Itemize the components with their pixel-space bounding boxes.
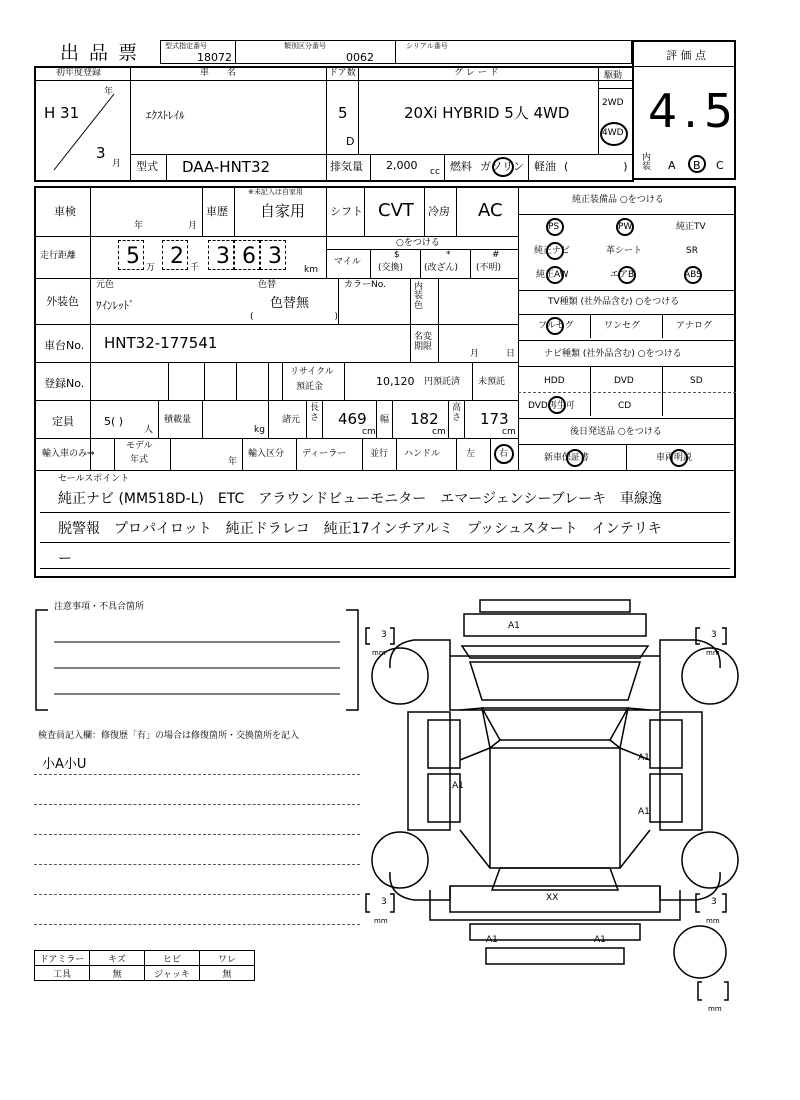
drive-4wd-mark xyxy=(600,122,628,146)
later-mark xyxy=(670,449,688,467)
tv-item: ワンセグ xyxy=(604,321,641,331)
type-number-value: 18072 xyxy=(197,51,232,64)
equipment-item: 純正AW xyxy=(536,270,569,280)
damage-mark: A1 xyxy=(594,935,606,945)
repaint-label: 色替 xyxy=(258,280,277,290)
damage-mark: A1 xyxy=(638,753,650,763)
table-cell: 工具 xyxy=(34,965,90,981)
tread-value: 3 xyxy=(381,897,387,907)
page-title: 出 品 票 xyxy=(60,42,140,64)
doors-suffix: D xyxy=(346,135,355,148)
history-note: ※未記入は自家用 xyxy=(248,188,303,196)
equipment-mark xyxy=(546,242,564,260)
exchange-label: (交換) xyxy=(378,263,404,273)
equipment-mark xyxy=(684,266,702,284)
model-value: DAA-HNT32 xyxy=(182,158,271,176)
fuel-other-paren: ( ) xyxy=(564,160,628,173)
drive-2wd: 2WD xyxy=(602,98,624,108)
fuel-diesel: 軽油 xyxy=(534,160,556,173)
registration-number-label: 登録No. xyxy=(44,377,85,390)
inspection-month: 月 xyxy=(188,221,198,231)
model-year-suffix: 年 xyxy=(228,457,238,467)
score-label: 評 価 点 xyxy=(666,49,706,62)
equipment-item: 純正ナビ xyxy=(534,246,571,256)
navi-item: HDD xyxy=(544,376,565,386)
original-color-label: 元色 xyxy=(96,280,115,290)
navi-title: ナビ種類 (社外品含む) ○をつける xyxy=(544,349,682,359)
class-number-cell xyxy=(236,40,396,64)
sales-point-label: セールスポイント xyxy=(58,474,130,484)
dims-label: 諸元 xyxy=(282,415,301,425)
table-header: ワレ xyxy=(199,950,255,966)
tread-unit: mm xyxy=(706,649,720,657)
repaint-paren: ( ) xyxy=(250,312,339,322)
recycle-label-2: 預託金 xyxy=(296,382,324,392)
navi-item: SD xyxy=(690,376,703,386)
name-change-label: 名変期限 xyxy=(414,332,433,353)
inspector-label: 検査員記入欄：修復歴「有」の場合は修復箇所・交換箇所を記入 xyxy=(38,731,300,741)
sales-point-line: ー xyxy=(58,551,72,567)
drive-label: 駆動 xyxy=(604,71,623,81)
tread-value: 3 xyxy=(711,897,717,907)
doors-label: ドア数 xyxy=(329,68,356,78)
tv-mark xyxy=(546,317,564,335)
tamper-label: (改ざん) xyxy=(424,263,459,273)
tread-value: 3 xyxy=(381,630,387,640)
navi-item: DVD再生可 xyxy=(528,401,575,411)
tread-unit: mm xyxy=(374,917,388,925)
history-label: 車歴 xyxy=(206,205,228,218)
equipment-item: 純正TV xyxy=(676,222,706,232)
exterior-color-label: 外装色 xyxy=(46,295,79,308)
drive-4wd: 4WD xyxy=(602,128,624,138)
capacity-value: 5( ) xyxy=(104,415,124,428)
first-registration-era: H 31 xyxy=(44,104,80,122)
length-value: 469 xyxy=(338,410,367,428)
tv-title: TV種類 (社外品含む) ○をつける xyxy=(548,297,680,307)
interior-b-mark xyxy=(688,155,706,173)
table-header: ドアミラー xyxy=(34,950,90,966)
recycle-label-1: リサイクル xyxy=(290,367,334,377)
mileage-mile: マイル xyxy=(334,257,361,267)
width-unit: cm xyxy=(432,427,446,437)
length-label: 長さ xyxy=(310,403,320,423)
mileage-digit: 6 xyxy=(242,244,256,269)
displacement-unit: cc xyxy=(430,167,440,177)
type-number-label: 型式指定番号 xyxy=(165,42,207,50)
height-label: 高さ xyxy=(452,403,462,423)
mileage-digit: 3 xyxy=(268,244,282,269)
inspection-year: 年 xyxy=(134,221,144,231)
table-header: キズ xyxy=(89,950,145,966)
equipment-grid xyxy=(518,214,734,286)
width-value: 182 xyxy=(410,410,439,428)
tv-item: アナログ xyxy=(676,321,713,331)
ac-label: 冷房 xyxy=(428,205,450,218)
handle-right: 右 xyxy=(499,449,509,459)
damage-mark: XX xyxy=(546,893,559,903)
inspection-label: 車検 xyxy=(54,205,76,218)
damage-mark: A1 xyxy=(508,621,520,631)
first-registration-label: 初年度登録 xyxy=(56,68,102,78)
equipment-title: 純正装備品 ○をつける xyxy=(572,195,664,205)
color-number-label: カラーNo. xyxy=(344,280,386,290)
load-label: 積載量 xyxy=(164,415,192,425)
shift-label: シフト xyxy=(330,205,363,218)
length-unit: cm xyxy=(362,427,376,437)
equipment-item: PS xyxy=(548,222,560,232)
serial-number-cell xyxy=(396,40,632,64)
month-suffix: 月 xyxy=(112,159,122,169)
ac-value: AC xyxy=(478,200,503,221)
shift-value: CVT xyxy=(378,200,414,221)
notes-bracket xyxy=(34,608,360,712)
mileage-digit: 5 xyxy=(126,244,140,269)
name-change-day: 日 xyxy=(506,349,516,359)
mileage-digit: 3 xyxy=(216,244,230,269)
table-header: ヒビ xyxy=(144,950,200,966)
table-cell: 無 xyxy=(199,965,255,981)
displacement-label: 排気量 xyxy=(330,160,363,173)
chassis-value: HNT32-177541 xyxy=(104,334,218,352)
equipment-mark xyxy=(546,218,564,236)
tv-item: フルセグ xyxy=(538,321,574,331)
import-label: 輸入車のみ⇒ xyxy=(42,449,95,459)
original-color: ﾜｲﾝﾚｯﾄﾞ xyxy=(96,299,135,312)
mileage-label: 走行距離 xyxy=(40,251,77,261)
interior-a: A xyxy=(668,159,676,172)
mileage-sen: 千 xyxy=(190,263,200,273)
notes-label: 注意事項・不具合箇所 xyxy=(54,602,145,612)
capacity-unit: 人 xyxy=(144,425,154,435)
fuel-label: 燃料 xyxy=(450,160,472,173)
sales-point-line: 純正ナビ (MM518D-L) ETC アラウンドビューモニター エマージェンシーブレーキ 車線逸 xyxy=(58,491,663,507)
height-unit: cm xyxy=(502,427,516,437)
inspector-value: 小A小U xyxy=(42,757,87,772)
recycle-unpaid: 未預託 xyxy=(478,377,506,387)
chassis-label: 車台No. xyxy=(44,339,85,352)
class-number-label: 類別区分番号 xyxy=(284,42,326,50)
model-year-label-1: モデル xyxy=(126,441,153,451)
tamper-symbol: * xyxy=(446,250,451,260)
mileage-mark-label: ○をつける xyxy=(396,238,440,248)
interior-label: 内装 xyxy=(642,153,652,172)
repaint-value: 色替無 xyxy=(270,296,310,311)
handle-left: 左 xyxy=(466,449,476,459)
tread-unit: mm xyxy=(706,917,720,925)
displacement-value: 2,000 xyxy=(386,159,418,172)
first-registration-month: 3 xyxy=(96,144,106,162)
equipment-item: SR xyxy=(686,246,698,256)
later-item: 車両明説 xyxy=(656,453,693,463)
damage-mark: A1 xyxy=(638,807,650,817)
history-value: 自家用 xyxy=(260,202,306,220)
interior-b: B xyxy=(693,159,701,172)
mileage-man: 万 xyxy=(146,263,156,273)
equipment-item: 革シート xyxy=(606,246,643,256)
import-parallel: 並行 xyxy=(370,449,389,459)
type-number-cell xyxy=(160,40,236,64)
later-title: 後日発送品 ○をつける xyxy=(570,427,662,437)
car-name-label: 車 名 xyxy=(200,68,237,78)
import-class-label: 輸入区分 xyxy=(248,449,285,459)
height-value: 173 xyxy=(480,410,509,428)
interior-c: C xyxy=(716,159,724,172)
recycle-suffix: 円預託済 xyxy=(424,377,461,387)
tread-unit: mm xyxy=(372,649,386,657)
sales-point-line: 脱警報 プロパイロット 純正ドラレコ 純正17インチアルミ プッシュスタート インテリキ xyxy=(58,521,662,537)
exchange-symbol: $ xyxy=(394,250,400,260)
later-item: 新車保証書 xyxy=(544,453,590,463)
unknown-label: (不明) xyxy=(476,263,502,273)
serial-number-label: シリアル番号 xyxy=(406,42,448,50)
score-value: 4.5 xyxy=(648,84,740,138)
damage-mark: A1 xyxy=(452,781,464,791)
tools-table xyxy=(34,950,258,982)
equipment-mark xyxy=(616,218,634,236)
navi-mark xyxy=(548,396,566,414)
registration-slash xyxy=(50,86,120,174)
capacity-label: 定員 xyxy=(52,415,74,428)
navi-item: DVD xyxy=(614,376,634,386)
recycle-value: 10,120 xyxy=(376,375,415,388)
tread-value: 3 xyxy=(711,630,717,640)
fuel-gasoline: ガソリン xyxy=(480,160,524,173)
name-change-month: 月 xyxy=(470,349,480,359)
interior-color-label: 内装色 xyxy=(414,282,424,311)
equipment-mark xyxy=(546,266,564,284)
table-cell: ジャッキ xyxy=(144,965,200,981)
grade-label: グ レ ー ド xyxy=(454,68,499,78)
model-year-label-2: 年式 xyxy=(130,455,149,465)
car-name: ｴｸｽﾄﾚｲﾙ xyxy=(146,109,185,122)
load-unit: kg xyxy=(254,425,265,435)
equipment-item: ABS xyxy=(684,270,702,280)
year-suffix: 年 xyxy=(104,87,114,97)
doors-value: 5 xyxy=(338,104,348,122)
model-label: 型式 xyxy=(136,160,158,173)
handle-right-mark xyxy=(494,444,514,464)
spare-tread-unit: mm xyxy=(708,1005,722,1013)
mileage-km: km xyxy=(304,265,318,275)
navi-item: CD xyxy=(618,401,632,411)
table-cell: 無 xyxy=(89,965,145,981)
width-label: 幅 xyxy=(380,415,390,425)
unknown-symbol: # xyxy=(492,250,500,260)
import-dealer: ディーラー xyxy=(302,449,347,459)
mileage-digit: 2 xyxy=(170,244,184,269)
fuel-gasoline-mark xyxy=(492,157,514,177)
car-damage-diagram xyxy=(360,590,760,1020)
later-mark xyxy=(566,449,584,467)
mileage-digits xyxy=(96,238,326,276)
equipment-item: エアB xyxy=(610,270,635,280)
grade-value: 20Xi HYBRID 5人 4WD xyxy=(404,104,570,122)
equipment-mark xyxy=(618,266,636,284)
damage-mark: A1 xyxy=(486,935,498,945)
equipment-item: PW xyxy=(618,222,633,232)
class-number-value: 0062 xyxy=(346,51,374,64)
handle-label: ハンドル xyxy=(404,449,441,459)
